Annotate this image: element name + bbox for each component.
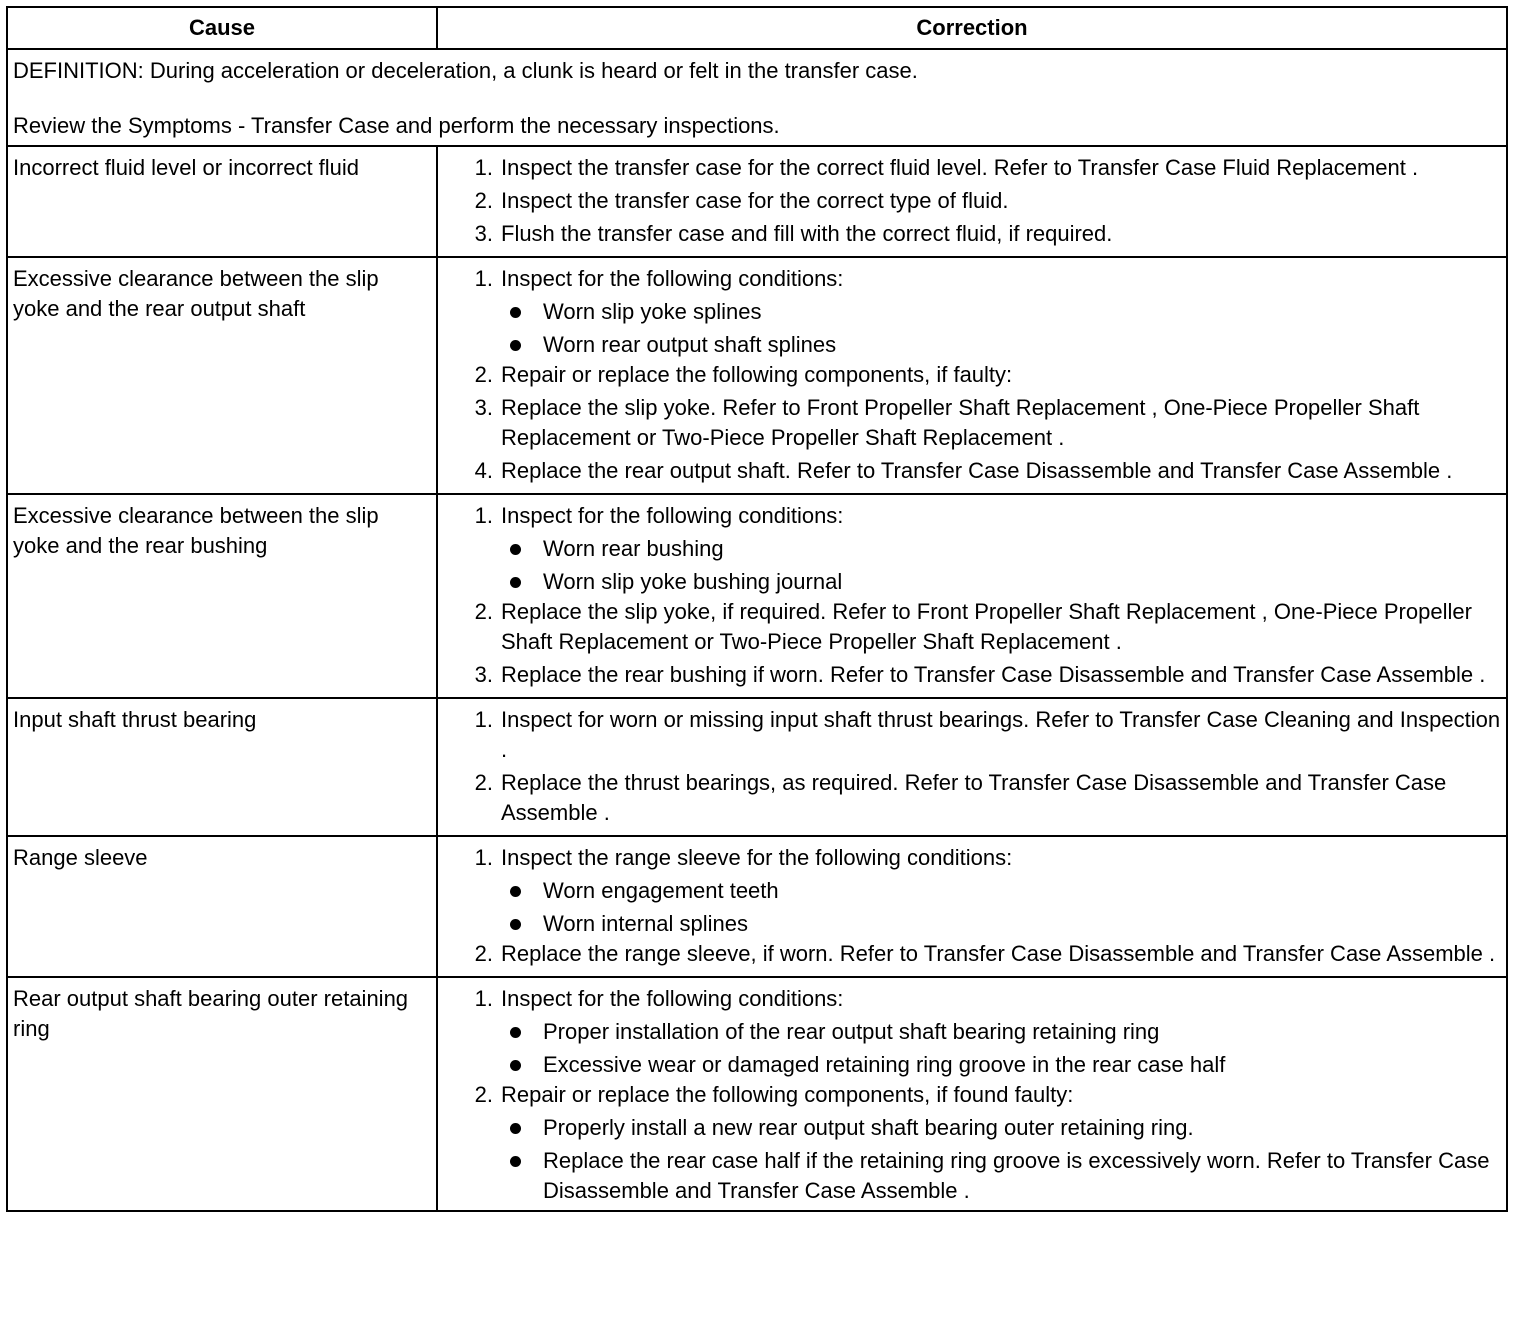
cause-cell: Excessive clearance between the slip yoke and the rear output shaft xyxy=(7,257,437,494)
step-number: 1. xyxy=(474,155,493,180)
step-text: Inspect for the following conditions: xyxy=(501,986,844,1011)
correction-steps xyxy=(443,153,1501,249)
step-number: 2. xyxy=(474,941,493,966)
cause-column-header: Cause xyxy=(7,7,437,49)
step-number: 4. xyxy=(474,458,493,483)
bullet-item xyxy=(443,567,1501,597)
correction-step xyxy=(443,843,1501,939)
correction-step xyxy=(443,705,1501,765)
step-number: 1. xyxy=(474,266,493,291)
correction-cell xyxy=(437,836,1507,977)
correction-steps xyxy=(443,264,1501,486)
bullet-item xyxy=(443,1113,1501,1143)
step-number: 3. xyxy=(474,395,493,420)
step-number: 2. xyxy=(474,188,493,213)
correction-step xyxy=(443,597,1501,657)
correction-cell xyxy=(437,146,1507,257)
correction-step xyxy=(443,939,1501,969)
step-text: Replace the rear output shaft. Refer to Transfer Case Disassemble and Transfer Case Assemble . xyxy=(501,458,1453,483)
step-number: 1. xyxy=(474,707,493,732)
step-number: 3. xyxy=(474,221,493,246)
step-text: Inspect the transfer case for the correct fluid level. Refer to Transfer Case Fluid Replacement . xyxy=(501,155,1419,180)
table-row xyxy=(7,836,1507,977)
correction-step xyxy=(443,768,1501,828)
correction-cell xyxy=(437,977,1507,1211)
correction-steps xyxy=(443,843,1501,969)
correction-step xyxy=(443,393,1501,453)
step-text: Replace the rear bushing if worn. Refer to Transfer Case Disassemble and Transfer Case Assemble . xyxy=(501,662,1486,687)
step-text: Inspect the range sleeve for the following conditions: xyxy=(501,845,1013,870)
step-number: 2. xyxy=(474,362,493,387)
table-row xyxy=(7,146,1507,257)
cause-cell: Input shaft thrust bearing xyxy=(7,698,437,836)
correction-step xyxy=(443,153,1501,183)
correction-cell xyxy=(437,257,1507,494)
correction-step xyxy=(443,501,1501,597)
bullet-text: Worn rear output shaft splines xyxy=(543,332,837,357)
table-row xyxy=(7,257,1507,494)
correction-step xyxy=(443,984,1501,1080)
definition-row xyxy=(7,49,1507,146)
bullet-icon xyxy=(493,567,543,597)
step-text: Inspect for worn or missing input shaft thrust bearings. Refer to Transfer Case Cleaning and Inspection . xyxy=(501,707,1501,762)
bullet-icon xyxy=(493,876,543,906)
bullet-icon xyxy=(493,330,543,360)
step-text: Inspect for the following conditions: xyxy=(501,266,844,291)
cause-cell: Range sleeve xyxy=(7,836,437,977)
definition-text: DEFINITION: During acceleration or deceleration, a clunk is heard or felt in the transfer case. xyxy=(13,58,918,83)
step-number: 2. xyxy=(474,1082,493,1107)
table-row xyxy=(7,977,1507,1211)
correction-cell xyxy=(437,494,1507,698)
bullet-icon xyxy=(493,1146,543,1206)
table-body xyxy=(7,49,1507,1211)
bullet-text: Worn slip yoke splines xyxy=(543,299,762,324)
diagnostic-table-container xyxy=(6,6,1508,1212)
bullet-text: Properly install a new rear output shaft bearing outer retaining ring. xyxy=(543,1115,1194,1140)
bullet-item xyxy=(443,1017,1501,1047)
correction-step xyxy=(443,1080,1501,1206)
header-row xyxy=(7,7,1507,49)
bullet-text: Worn internal splines xyxy=(543,911,749,936)
cause-cell: Incorrect fluid level or incorrect fluid xyxy=(7,146,437,257)
bullet-text: Proper installation of the rear output shaft bearing retaining ring xyxy=(543,1019,1160,1044)
correction-steps xyxy=(443,984,1501,1206)
bullet-icon xyxy=(493,297,543,327)
step-text: Inspect the transfer case for the correct type of fluid. xyxy=(501,188,1009,213)
step-text: Inspect for the following conditions: xyxy=(501,503,844,528)
bullet-item xyxy=(443,330,1501,360)
bullet-icon xyxy=(493,909,543,939)
correction-cell xyxy=(437,698,1507,836)
bullet-text: Excessive wear or damaged retaining ring groove in the rear case half xyxy=(543,1052,1226,1077)
review-instruction: Review the Symptoms - Transfer Case and perform the necessary inspections. xyxy=(13,113,780,138)
bullet-icon xyxy=(493,534,543,564)
table-row xyxy=(7,698,1507,836)
correction-step xyxy=(443,219,1501,249)
bullet-text: Worn slip yoke bushing journal xyxy=(543,569,843,594)
table-row xyxy=(7,494,1507,698)
step-text: Replace the slip yoke. Refer to Front Propeller Shaft Replacement , One-Piece Propeller Shaft Replacement or Two-Piece Propeller Shaft Replacement . xyxy=(501,395,1420,450)
cause-cell: Excessive clearance between the slip yoke and the rear bushing xyxy=(7,494,437,698)
correction-column-header: Correction xyxy=(437,7,1507,49)
correction-step xyxy=(443,186,1501,216)
cause-cell: Rear output shaft bearing outer retaining ring xyxy=(7,977,437,1211)
step-text: Repair or replace the following components, if found faulty: xyxy=(501,1082,1074,1107)
step-text: Repair or replace the following components, if faulty: xyxy=(501,362,1013,387)
bullet-icon xyxy=(493,1017,543,1047)
bullet-text: Replace the rear case half if the retaining ring groove is excessively worn. Refer to Transfer Case Disassemble and Transfer Case Assemble . xyxy=(543,1148,1490,1203)
bullet-item xyxy=(443,876,1501,906)
step-text: Replace the thrust bearings, as required. Refer to Transfer Case Disassemble and Transfer Case Assemble . xyxy=(501,770,1447,825)
bullet-item xyxy=(443,1146,1501,1206)
step-text: Flush the transfer case and fill with the correct fluid, if required. xyxy=(501,221,1113,246)
step-number: 2. xyxy=(474,599,493,624)
step-number: 2. xyxy=(474,770,493,795)
bullet-icon xyxy=(493,1050,543,1080)
definition-cell xyxy=(7,49,1507,146)
correction-step xyxy=(443,456,1501,486)
bullet-item xyxy=(443,534,1501,564)
step-number: 1. xyxy=(474,845,493,870)
correction-steps xyxy=(443,501,1501,690)
correction-step xyxy=(443,360,1501,390)
correction-steps xyxy=(443,705,1501,828)
step-number: 1. xyxy=(474,503,493,528)
bullet-text: Worn rear bushing xyxy=(543,536,724,561)
correction-step xyxy=(443,264,1501,360)
diagnostic-table xyxy=(6,6,1508,1212)
bullet-item xyxy=(443,1050,1501,1080)
bullet-item xyxy=(443,297,1501,327)
step-text: Replace the slip yoke, if required. Refer to Front Propeller Shaft Replacement , One-Piece Propeller Shaft Replacement or Two-Piece Propeller Shaft Replacement . xyxy=(501,599,1472,654)
bullet-icon xyxy=(493,1113,543,1143)
correction-step xyxy=(443,660,1501,690)
step-number: 3. xyxy=(474,662,493,687)
step-number: 1. xyxy=(474,986,493,1011)
bullet-text: Worn engagement teeth xyxy=(543,878,779,903)
bullet-item xyxy=(443,909,1501,939)
step-text: Replace the range sleeve, if worn. Refer to Transfer Case Disassemble and Transfer Case Assemble . xyxy=(501,941,1496,966)
